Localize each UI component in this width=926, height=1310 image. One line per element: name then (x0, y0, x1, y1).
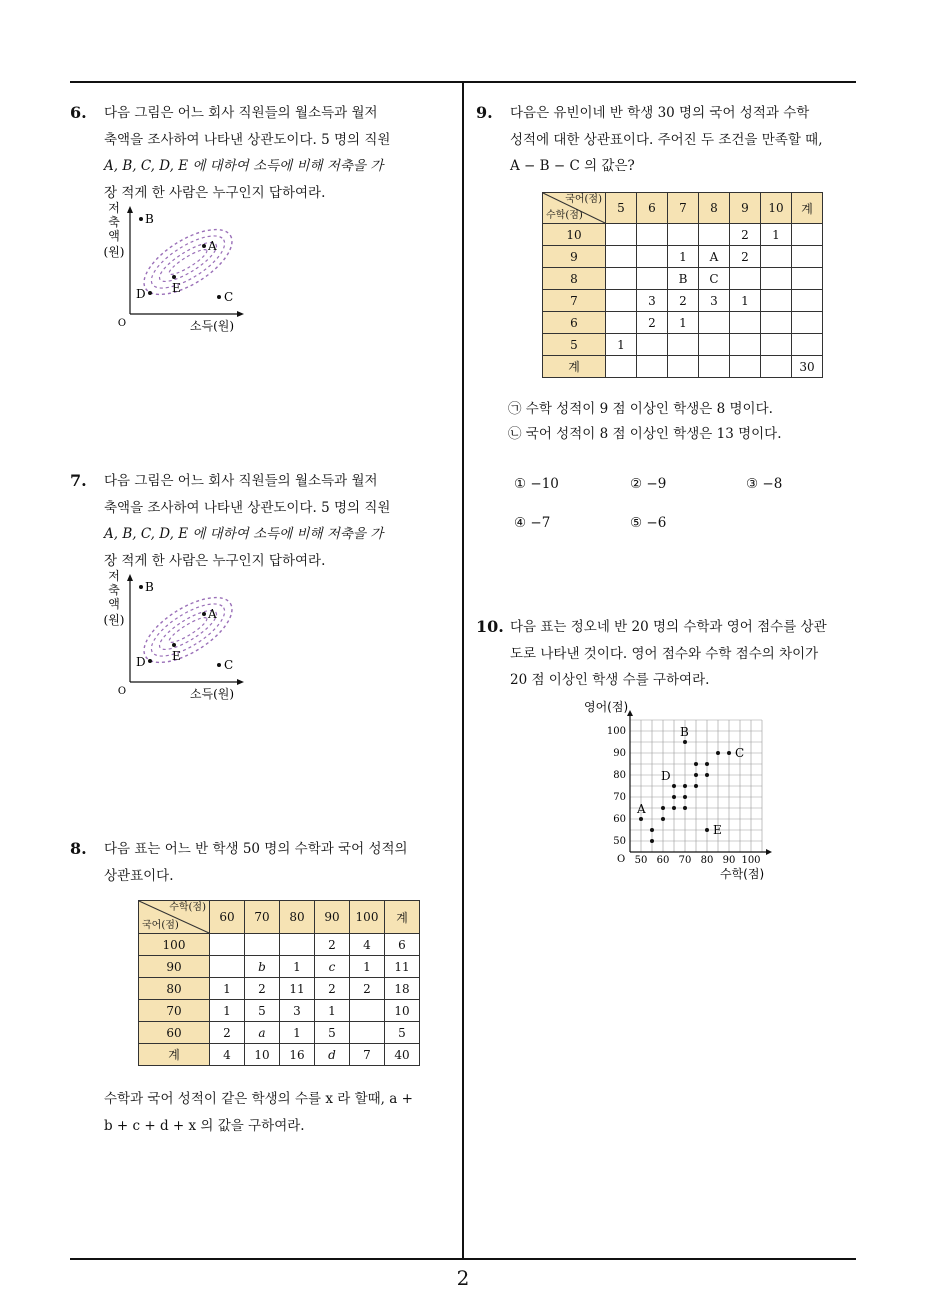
table-cell: 10 (245, 1044, 280, 1066)
table-cell (761, 246, 792, 268)
column-header: 70 (245, 901, 280, 934)
table-cell: 4 (350, 934, 385, 956)
y-label: (원) (103, 245, 125, 259)
y-tick-label: 90 (613, 748, 626, 759)
problem-number: 7. (70, 471, 87, 490)
table-cell (637, 224, 668, 246)
table-row (139, 1044, 420, 1066)
table-cell (350, 1022, 385, 1044)
table-cell (730, 268, 761, 290)
data-point (639, 817, 643, 821)
x-axis-label: 수학(점) (720, 867, 765, 881)
point-d (148, 291, 152, 295)
table-row (543, 356, 823, 378)
table-header-row (543, 193, 823, 224)
table-cell (210, 934, 245, 956)
table-cell: 30 (792, 356, 823, 378)
table-cell (668, 356, 699, 378)
text-line: 다음 표는 정오네 반 20 명의 수학과 영어 점수를 상관 (510, 619, 827, 635)
point-b (139, 217, 143, 221)
text-line: 도로 나타낸 것이다. 영어 점수와 수학 점수의 차이가 (510, 645, 819, 662)
table-row (543, 246, 823, 268)
text-line: A, B, C, D, E 에 대하여 소득에 비해 저축을 가 (104, 526, 384, 542)
page-number: 2 (456, 1266, 470, 1290)
point-e (172, 275, 176, 279)
correlation-table-9 (542, 192, 823, 378)
table-cell: 5 (245, 1000, 280, 1022)
data-point (705, 762, 709, 766)
data-point (694, 762, 698, 766)
table-cell: C (699, 268, 730, 290)
table-cell (699, 356, 730, 378)
x-label: 소득(원) (189, 687, 235, 701)
table-cell: 2 (350, 978, 385, 1000)
table-cell: 1 (730, 290, 761, 312)
origin-label: O (617, 854, 626, 865)
problem-8-question (104, 1086, 454, 1139)
row-header: 70 (139, 1000, 210, 1022)
column-header: 5 (606, 193, 637, 224)
table-row (543, 334, 823, 356)
x-tick-label: 60 (656, 855, 670, 866)
point-label: A (208, 607, 217, 621)
table-cell (668, 224, 699, 246)
column-header: 6 (637, 193, 668, 224)
table-cell (699, 224, 730, 246)
column-header: 7 (668, 193, 699, 224)
table-cell: 3 (280, 1000, 315, 1022)
data-point (683, 784, 687, 788)
y-tick-label: 100 (606, 726, 626, 737)
column-header: 80 (280, 901, 315, 934)
table-cell: 2 (210, 1022, 245, 1044)
table-cell: 18 (385, 978, 420, 1000)
table-cell (792, 246, 823, 268)
point-b (139, 585, 143, 589)
table-cell: 10 (385, 1000, 420, 1022)
point-label: B (680, 725, 689, 739)
problem-text (104, 468, 454, 574)
choice-4[interactable]: ④ −7 (514, 515, 551, 531)
data-point (661, 806, 665, 810)
table-row (543, 290, 823, 312)
data-point (683, 806, 687, 810)
table-cell: 1 (315, 1000, 350, 1022)
table-row (543, 224, 823, 246)
problem-text (104, 100, 454, 206)
correlation-table-8 (138, 900, 420, 1066)
data-point (705, 773, 709, 777)
row-header: 10 (543, 224, 606, 246)
x-axis-arrow (237, 679, 244, 685)
point-label: C (224, 290, 234, 304)
column-header: 90 (315, 901, 350, 934)
data-point (650, 828, 654, 832)
y-label: 축 (108, 583, 120, 597)
choice-1[interactable]: ① −10 (514, 476, 559, 492)
column-header: 계 (792, 193, 823, 224)
table-cell: 16 (280, 1044, 315, 1066)
column-header: 60 (210, 901, 245, 934)
table-cell: 1 (280, 1022, 315, 1044)
problem-text (510, 614, 862, 694)
text-line: b + c + d + x 의 값을 구하여라. (104, 1117, 305, 1134)
table-cell: d (315, 1044, 350, 1066)
table-cell: 5 (385, 1022, 420, 1044)
corner-bottom-label: 수학(점) (546, 210, 583, 221)
x-tick-label: 50 (634, 855, 648, 866)
data-point (650, 839, 654, 843)
table-cell (792, 334, 823, 356)
row-header: 100 (139, 934, 210, 956)
row-header: 6 (543, 312, 606, 334)
column-header: 100 (350, 901, 385, 934)
table-cell (606, 224, 637, 246)
x-label: 소득(원) (189, 319, 235, 333)
y-tick-label: 60 (613, 814, 626, 825)
origin-label: O (117, 318, 127, 329)
choice-5[interactable]: ⑤ −6 (630, 515, 667, 531)
point-a (202, 244, 206, 248)
data-point (661, 817, 665, 821)
table-cell: 1 (280, 956, 315, 978)
table-cell (792, 268, 823, 290)
text-line: 수학과 국어 성적이 같은 학생의 수를 x 라 할때, a + (104, 1091, 413, 1107)
table-cell (792, 224, 823, 246)
y-label: 액 (108, 597, 120, 611)
table-cell (637, 246, 668, 268)
table-row (139, 956, 420, 978)
data-point (672, 784, 676, 788)
row-header: 9 (543, 246, 606, 268)
choice-2[interactable]: ② −9 (630, 476, 667, 492)
table-cell: 2 (730, 224, 761, 246)
table-cell (730, 312, 761, 334)
table-cell: b (245, 956, 280, 978)
point-label: B (145, 212, 154, 226)
axes (627, 710, 772, 855)
data-point (683, 795, 687, 799)
table-corner (139, 901, 210, 934)
data-point (716, 751, 720, 755)
table-row (543, 312, 823, 334)
table-cell: 1 (668, 246, 699, 268)
data-point (683, 740, 687, 744)
table-cell (606, 290, 637, 312)
text-line: 20 점 이상인 학생 수를 구하여라. (510, 672, 710, 688)
x-tick-label: 80 (700, 855, 714, 866)
table-row (139, 978, 420, 1000)
data-point (672, 795, 676, 799)
condition-2: ㉡ 국어 성적이 8 점 이상인 학생은 13 명이다. (508, 426, 782, 442)
table-cell: 1 (606, 334, 637, 356)
table-cell: 1 (350, 956, 385, 978)
point-label: A (637, 802, 646, 816)
y-label: 축 (108, 215, 120, 229)
problem-number: 8. (70, 839, 87, 858)
row-header: 7 (543, 290, 606, 312)
problem-text (510, 100, 860, 180)
table-header-row (139, 901, 420, 934)
table-cell: 2 (730, 246, 761, 268)
column-header: 10 (761, 193, 792, 224)
data-point (694, 773, 698, 777)
table-cell: 2 (637, 312, 668, 334)
table-cell: 2 (668, 290, 699, 312)
y-tick-label: 80 (613, 770, 626, 781)
table-cell (730, 334, 761, 356)
table-row (139, 934, 420, 956)
table-cell (761, 356, 792, 378)
column-header: 8 (699, 193, 730, 224)
y-label: 액 (108, 229, 120, 243)
text-line: 다음 그림은 어느 회사 직원들의 월소득과 월저 (104, 105, 378, 121)
y-label: 저 (108, 201, 120, 215)
point-label: A (208, 239, 217, 253)
table-cell (245, 934, 280, 956)
table-cell (792, 312, 823, 334)
table-cell (637, 356, 668, 378)
table-cell: 11 (280, 978, 315, 1000)
data-point (727, 751, 731, 755)
text-line: A, B, C, D, E 에 대하여 소득에 비해 저축을 가 (104, 158, 384, 174)
y-tick-label: 70 (613, 792, 626, 803)
condition-1: ㉠ 수학 성적이 9 점 이상인 학생은 8 명이다. (508, 401, 773, 417)
table-cell (637, 268, 668, 290)
point-label: D (661, 769, 671, 783)
table-cell: 5 (315, 1022, 350, 1044)
data-point (694, 784, 698, 788)
origin-label: O (117, 686, 127, 697)
text-line: 장 적게 한 사람은 누구인지 답하여라. (104, 552, 326, 569)
row-header: 계 (543, 356, 606, 378)
text-line: 장 적게 한 사람은 누구인지 답하여라. (104, 184, 326, 201)
table-cell: 7 (350, 1044, 385, 1066)
point-label: C (735, 746, 745, 760)
corner-bottom-label: 국어(점) (142, 920, 179, 931)
problem-number: 10. (476, 617, 504, 636)
table-cell: c (315, 956, 350, 978)
table-cell (730, 356, 761, 378)
conditions (508, 397, 782, 447)
point-label: C (224, 658, 234, 672)
table-cell: A (699, 246, 730, 268)
table-row (139, 1022, 420, 1044)
table-cell: B (668, 268, 699, 290)
point-label: B (145, 580, 154, 594)
table-cell (761, 312, 792, 334)
table-cell (637, 334, 668, 356)
text-line: 다음 표는 어느 반 학생 50 명의 수학과 국어 성적의 (104, 841, 408, 857)
y-axis-arrow (127, 206, 133, 213)
point-label: D (136, 287, 146, 301)
text-line: 성적에 대한 상관표이다. 주어진 두 조건을 만족할 때, (510, 131, 823, 148)
scatter-chart (584, 696, 790, 888)
table-cell: 4 (210, 1044, 245, 1066)
text-line: 다음은 유빈이네 반 학생 30 명의 국어 성적과 수학 (510, 105, 810, 121)
table-cell (606, 268, 637, 290)
x-tick-label: 90 (722, 855, 736, 866)
problem-number: 9. (476, 103, 493, 122)
table-cell: 2 (315, 934, 350, 956)
table-cell (280, 934, 315, 956)
table-cell (606, 246, 637, 268)
text-line: A − B − C 의 값은? (510, 158, 635, 174)
table-row (543, 268, 823, 290)
row-header: 5 (543, 334, 606, 356)
y-label: (원) (103, 613, 125, 627)
text-line: 상관표이다. (104, 867, 174, 884)
table-cell (350, 1000, 385, 1022)
table-cell (761, 334, 792, 356)
problem-text (104, 836, 454, 889)
table-cell: 1 (210, 1000, 245, 1022)
row-header: 8 (543, 268, 606, 290)
x-axis-arrow (766, 849, 772, 855)
column-header: 계 (385, 901, 420, 934)
data-point (705, 828, 709, 832)
column-header: 9 (730, 193, 761, 224)
table-cell (792, 290, 823, 312)
text-line: 다음 그림은 어느 회사 직원들의 월소득과 월저 (104, 473, 378, 489)
table-cell: 40 (385, 1044, 420, 1066)
y-axis-label: 영어(점) (584, 700, 629, 714)
point-label: E (713, 823, 722, 837)
y-tick-label: 50 (613, 836, 626, 847)
table-cell (210, 956, 245, 978)
y-axis-arrow (127, 574, 133, 581)
choice-3[interactable]: ③ −8 (746, 476, 783, 492)
table-cell (761, 290, 792, 312)
data-point (672, 806, 676, 810)
point-label: D (136, 655, 146, 669)
row-header: 계 (139, 1044, 210, 1066)
table-cell (606, 356, 637, 378)
correlation-diagram-7 (100, 568, 270, 708)
row-header: 80 (139, 978, 210, 1000)
x-tick-label: 100 (741, 855, 761, 866)
table-corner (543, 193, 606, 224)
table-cell: a (245, 1022, 280, 1044)
problem-number: 6. (70, 103, 87, 122)
column-divider (462, 81, 464, 1260)
point-label: E (172, 281, 181, 295)
table-cell (606, 312, 637, 334)
table-cell: 2 (245, 978, 280, 1000)
table-cell (699, 334, 730, 356)
table-cell: 2 (315, 978, 350, 1000)
point-a (202, 612, 206, 616)
table-cell: 11 (385, 956, 420, 978)
table-cell (668, 334, 699, 356)
table-cell: 6 (385, 934, 420, 956)
correlation-diagram-6 (100, 200, 270, 340)
point-c (217, 295, 221, 299)
table-row (139, 1000, 420, 1022)
text-line: 축액을 조사하여 나타낸 상관도이다. 5 명의 직원 (104, 499, 391, 516)
point-label: E (172, 649, 181, 663)
bottom-rule (70, 1258, 856, 1260)
x-tick-label: 70 (678, 855, 692, 866)
text-line: 축액을 조사하여 나타낸 상관도이다. 5 명의 직원 (104, 131, 391, 148)
table-cell: 3 (699, 290, 730, 312)
point-e (172, 643, 176, 647)
corner-top-label: 수학(점) (169, 902, 206, 913)
y-label: 저 (108, 569, 120, 583)
row-header: 90 (139, 956, 210, 978)
table-cell: 1 (210, 978, 245, 1000)
point-d (148, 659, 152, 663)
row-header: 60 (139, 1022, 210, 1044)
table-cell: 1 (668, 312, 699, 334)
table-cell: 3 (637, 290, 668, 312)
x-axis-arrow (237, 311, 244, 317)
table-cell (699, 312, 730, 334)
point-c (217, 663, 221, 667)
table-cell: 1 (761, 224, 792, 246)
corner-top-label: 국어(점) (565, 194, 602, 205)
table-cell (761, 268, 792, 290)
